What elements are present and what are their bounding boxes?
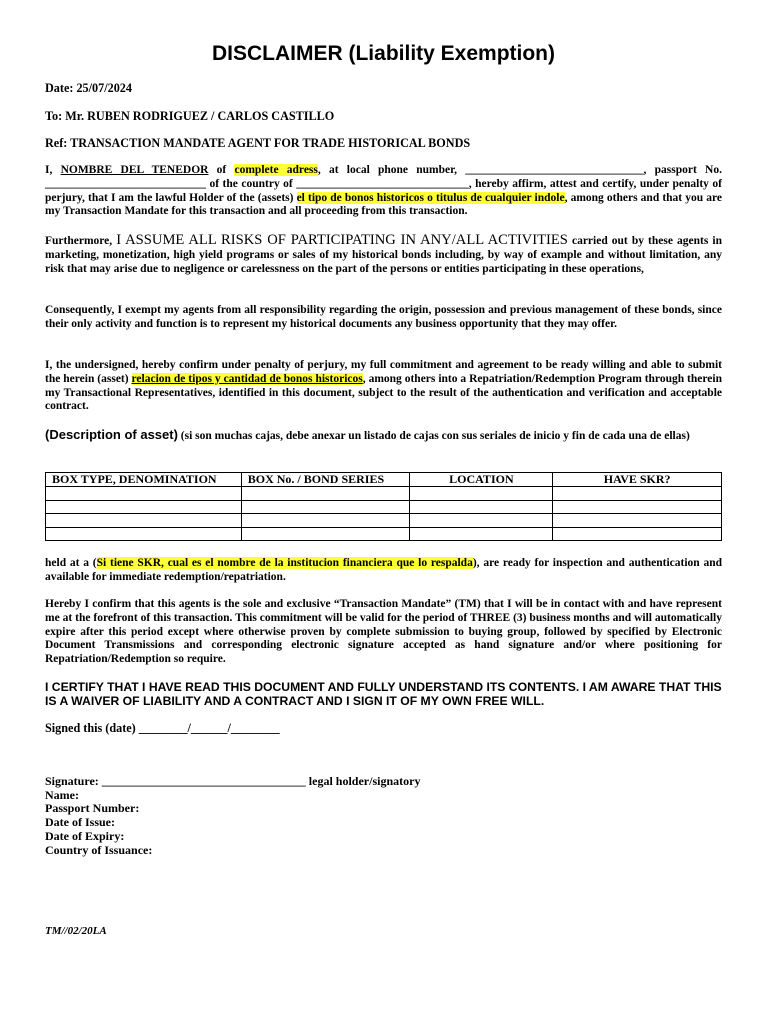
table-cell bbox=[410, 500, 553, 514]
mandate-paragraph: Hereby I confirm that this agents is the sole and exclusive “Transaction Mandate” (TM) that I will be in contact with and have represent me at the forefront of this transaction. This commitment will be valid for the period of THREE (3) business months and will automatically expire after this period except where otherwise proven by complete submission to buying group, followed by specified by Electronic Document Transmissions and corresponding electronic signature accepted as hand signature and/or where positioning for Repatriation/Redemption so require. bbox=[45, 598, 722, 666]
certification-statement: I CERTIFY THAT I HAVE READ THIS DOCUMENT AND FULLY UNDERSTAND ITS CONTENTS. I AM AWARE THAT THIS IS A WAIVER OF LIABILITY AND A CONTRACT AND I SIGN IT OF MY OWN FREE WILL. bbox=[45, 680, 722, 708]
table-cell bbox=[46, 487, 242, 501]
bond-relation-placeholder: relacion de tipos y cantidad de bonos historicos bbox=[131, 372, 363, 385]
risk-paragraph bbox=[45, 234, 722, 276]
exemption-paragraph: Consequently, I exempt my agents from all responsibility regarding the origin, possession and previous management of these bonds, since their only activity and function is to represent my historical documents any business opportunity that they may offer. bbox=[45, 304, 722, 330]
table-cell bbox=[241, 514, 410, 528]
table-row bbox=[46, 527, 722, 541]
p2-text-c: carried out by these agents in marketing, monetization, high yield programs or sales of my historical bonds including, by way of example and without limitation, any risk that may arise due to negligence or carelessness on the part of the persons or entities participating in these operations, bbox=[45, 235, 722, 275]
table-cell bbox=[410, 487, 553, 501]
risk-statement: I ASSUME ALL RISKS OF PARTICIPATING IN ANY/ALL ACTIVITIES bbox=[116, 232, 568, 248]
recipient-line: To: Mr. RUBEN RODRIGUEZ / CARLOS CASTILLO bbox=[45, 109, 335, 123]
signature-line: Signature: __________________________________ legal holder/signatory bbox=[45, 774, 421, 788]
reference-line: Ref: TRANSACTION MANDATE AGENT FOR TRADE HISTORICAL BONDS bbox=[45, 136, 471, 150]
table-row bbox=[46, 487, 722, 501]
p4-text-a: I, the undersigned, hereby confirm under penalty of perjury, my full commitment and agreement to be ready willing and able to submit the herein (asset) bbox=[45, 359, 722, 385]
document-code-footer: TM//02/20LA bbox=[45, 925, 107, 937]
p1-text-d: , among others and that you are my Transaction Mandate for this transaction and all proceeding from this transaction. bbox=[45, 191, 722, 218]
p6-text-a: held at a ( bbox=[45, 557, 97, 569]
p6-text-b: ), are ready for inspection and authentication and available for immediate redemption/repatriation. bbox=[45, 557, 722, 583]
p1-text-c: , at local phone number, _______________________________, passport No. ____________________________ of the country of ______________________________, hereby affirm, attest and certify, under penalty of perjury, that I am the lawful Holder of the (assets) bbox=[45, 164, 722, 204]
table-cell bbox=[553, 487, 722, 501]
asset-table bbox=[45, 472, 722, 541]
table-row bbox=[46, 500, 722, 514]
table-cell bbox=[553, 500, 722, 514]
table-header-row bbox=[46, 473, 722, 487]
signature-block bbox=[45, 775, 420, 857]
country-of-issuance-label: Country of Issuance: bbox=[45, 842, 153, 857]
table-row bbox=[46, 514, 722, 528]
asset-type-placeholder: el tipo de bonos historicos o titulus de cualquier indole bbox=[296, 191, 565, 204]
table-cell bbox=[46, 500, 242, 514]
affirmation-paragraph bbox=[45, 164, 722, 219]
document-title: DISCLAIMER (Liability Exemption) bbox=[211, 42, 555, 65]
table-cell bbox=[46, 527, 242, 541]
p2-text-a: Furthermore, bbox=[45, 235, 117, 247]
table-cell bbox=[553, 527, 722, 541]
signed-date-line: Signed this (date) ________/______/________ bbox=[45, 721, 280, 735]
asset-description-heading: (Description of asset) bbox=[45, 427, 178, 442]
column-header-box-number: BOX No. / BOND SERIES bbox=[241, 473, 410, 487]
asset-description-note: (si son muchas cajas, debe anexar un listado de cajas con sus seriales de inicio y fin de cada una de ellas) bbox=[177, 430, 690, 442]
passport-number-label: Passport Number: bbox=[45, 801, 140, 816]
date-of-issue-label: Date of Issue: bbox=[45, 815, 115, 830]
table-cell bbox=[241, 500, 410, 514]
p4-text-b: , among others into a Repatriation/Redemption Program through therein my Transactional Representatives, identified in this document, subject to the result of the authentication and verification and acceptable contract. bbox=[45, 372, 722, 413]
table-cell bbox=[410, 527, 553, 541]
p1-text-a: I, bbox=[45, 164, 61, 176]
column-header-location: LOCATION bbox=[410, 473, 553, 487]
table-cell bbox=[410, 514, 553, 528]
date-of-expiry-label: Date of Expiry: bbox=[45, 828, 125, 843]
asset-description-paragraph bbox=[45, 428, 722, 444]
holder-name-placeholder: NOMBRE DEL TENEDOR bbox=[60, 164, 209, 176]
column-header-have-skr: HAVE SKR? bbox=[553, 473, 722, 487]
date-line: Date: 25/07/2024 bbox=[45, 81, 132, 95]
skr-institution-placeholder: Si tiene SKR, cual es el nombre de la institucion financiera que lo respalda bbox=[96, 557, 473, 569]
table-cell bbox=[241, 527, 410, 541]
name-field-label: Name: bbox=[45, 787, 79, 802]
address-placeholder: complete adress bbox=[234, 164, 318, 176]
table-cell bbox=[241, 487, 410, 501]
custody-paragraph bbox=[45, 557, 722, 585]
table-cell bbox=[553, 514, 722, 528]
column-header-box-type: BOX TYPE, DENOMINATION bbox=[46, 473, 242, 487]
p1-text-b: of bbox=[208, 164, 235, 176]
commitment-paragraph bbox=[45, 359, 722, 414]
table-cell bbox=[46, 514, 242, 528]
